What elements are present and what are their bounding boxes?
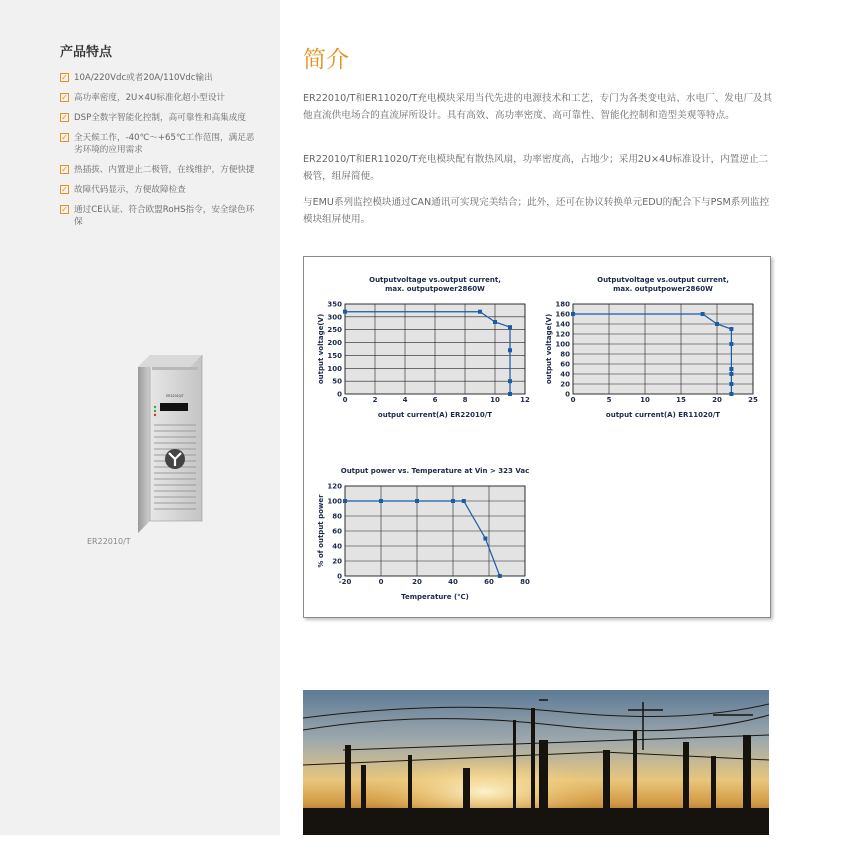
chart-2	[545, 276, 758, 419]
features-title: 产品特点	[60, 45, 113, 60]
data-point	[508, 348, 512, 352]
data-point	[729, 382, 733, 386]
y-tick-label: 50	[332, 377, 342, 386]
x-tick-label: 20	[712, 396, 722, 404]
x-tick-label: 12	[520, 396, 530, 404]
y-tick-label: 60	[560, 360, 570, 369]
y-tick-label: 160	[555, 310, 570, 319]
y-tick-label: 100	[327, 364, 342, 373]
feature-item: ✓ 全天候工作，-40℃～+65℃工作范围，满足恶劣环境的应用需求	[61, 133, 255, 155]
substation-photo	[303, 690, 769, 835]
y-tick-label: 0	[337, 390, 342, 399]
svg-text:ER22010/T: ER22010/T	[166, 394, 184, 398]
x-tick-label: 6	[432, 396, 438, 404]
x-tick-label: 0	[570, 396, 576, 404]
chart-1	[317, 276, 530, 419]
y-tick-label: 0	[337, 572, 342, 581]
charts-svg	[304, 257, 770, 617]
y-tick-label: 40	[560, 370, 570, 379]
y-tick-label: 100	[555, 340, 570, 349]
data-point	[343, 310, 347, 314]
data-point	[498, 574, 502, 578]
product-caption: ER22010/T	[87, 537, 131, 546]
x-tick-label: 20	[412, 578, 422, 586]
chart-title: Outputvoltage vs.output current,	[369, 276, 501, 284]
data-point	[729, 342, 733, 346]
feature-item: ✓ 故障代码显示，方便故障检查	[61, 185, 186, 195]
x-tick-label: 25	[748, 396, 758, 404]
y-tick-label: 100	[327, 497, 342, 506]
y-tick-label: 120	[555, 330, 570, 339]
y-tick-label: 80	[332, 512, 342, 521]
x-axis-label: output current(A) ER22010/T	[377, 411, 493, 419]
data-point	[508, 379, 512, 383]
data-point	[478, 310, 482, 314]
y-tick-label: 80	[560, 350, 570, 359]
data-point	[379, 499, 383, 503]
y-tick-label: 40	[332, 542, 342, 551]
x-axis-label: Temperature (℃)	[401, 593, 469, 601]
checkbox-icon: ✓	[61, 205, 68, 214]
y-tick-label: 60	[332, 527, 342, 536]
chart-3	[317, 467, 530, 601]
x-tick-label: 0	[378, 578, 384, 586]
chart-title: Outputvoltage vs.output current,	[597, 276, 729, 284]
intro-paragraph: ER22010/T和ER11020/T充电模块采用当代先进的电源技术和工艺，专门为各类变电站、水电厂、发电厂及其他直流供电场合的直流屏所设计。具有高效、高功率密度、高可靠性、智能化控制和造型美观等特点。	[303, 93, 773, 121]
feature-item: ✓ 热插拔、内置逆止二极管，在线维护，方便快捷	[61, 165, 255, 175]
data-point	[483, 537, 487, 541]
x-tick-label: 5	[606, 396, 612, 404]
chart-title: Output power vs. Temperature at Vin > 323 Vac	[340, 467, 530, 475]
intro-paragraph: ER22010/T和ER11020/T充电模块配有散热风扇，功率密度高，占地少；采用2U×4U标准设计，内置逆止二极管，组屏简便。	[303, 154, 769, 182]
y-tick-label: 200	[327, 339, 342, 348]
data-point	[508, 392, 512, 396]
y-tick-label: 150	[327, 351, 342, 360]
x-axis-label: output current(A) ER11020/T	[605, 411, 721, 419]
feature-item: ✓ 通过CE认证、符合欧盟RoHS指令，安全绿色环保	[61, 205, 255, 227]
data-point	[493, 320, 497, 324]
data-point	[571, 312, 575, 316]
checkbox-icon: ✓	[61, 133, 68, 142]
feature-list	[60, 72, 255, 236]
x-tick-label: 10	[640, 396, 650, 404]
chart-title: max. outputpower2860W	[385, 285, 485, 293]
data-point	[415, 499, 419, 503]
data-point	[729, 372, 733, 376]
x-tick-label: 80	[520, 578, 530, 586]
data-point	[701, 312, 705, 316]
data-point	[729, 327, 733, 331]
data-point	[508, 325, 512, 329]
feature-item: ✓ DSP全数字智能化控制，高可靠性和高集成度	[61, 113, 246, 123]
intro-paragraph: 与EMU系列监控模块通过CAN通讯可实现完美结合；此外，还可在协议转换单元EDU的配合下与PSM系列监控模块组屏使用。	[303, 197, 770, 225]
y-tick-label: 120	[327, 482, 342, 491]
x-tick-label: -20	[338, 578, 352, 586]
x-tick-label: 40	[448, 578, 458, 586]
feature-item: ✓ 10A/220Vdc或者20A/110Vdc输出	[61, 73, 213, 83]
plot-area	[573, 304, 753, 394]
y-axis-label: % of output power	[317, 494, 325, 568]
y-tick-label: 300	[327, 313, 342, 322]
product-image	[138, 355, 218, 533]
y-tick-label: 350	[327, 300, 342, 309]
y-tick-label: 20	[332, 557, 342, 566]
data-point	[715, 322, 719, 326]
x-tick-label: 4	[402, 396, 408, 404]
y-tick-label: 20	[560, 380, 570, 389]
x-tick-label: 0	[342, 396, 348, 404]
y-tick-label: 250	[327, 326, 342, 335]
x-tick-label: 8	[462, 396, 468, 404]
x-tick-label: 60	[484, 578, 494, 586]
charts-panel	[303, 256, 771, 618]
y-axis-label: output voltage(V)	[545, 313, 553, 385]
y-tick-label: 140	[555, 320, 570, 329]
intro-title: 简介	[303, 47, 349, 73]
data-point	[729, 392, 733, 396]
x-tick-label: 10	[490, 396, 500, 404]
y-tick-label: 180	[555, 300, 570, 309]
checkbox-icon: ✓	[61, 73, 68, 82]
sidebar	[0, 0, 280, 835]
y-tick-label: 0	[565, 390, 570, 399]
chart-title: max. outputpower2860W	[613, 285, 713, 293]
x-tick-label: 15	[676, 396, 686, 404]
data-point	[451, 499, 455, 503]
checkbox-icon: ✓	[61, 93, 68, 102]
data-point	[343, 499, 347, 503]
x-tick-label: 2	[372, 396, 378, 404]
data-point	[462, 499, 466, 503]
checkbox-icon: ✓	[61, 165, 68, 174]
data-point	[729, 367, 733, 371]
checkbox-icon: ✓	[61, 185, 68, 194]
feature-item: ✓ 高功率密度，2U×4U标准化超小型设计	[61, 93, 226, 103]
y-axis-label: output voltage(V)	[317, 313, 325, 385]
checkbox-icon: ✓	[61, 113, 68, 122]
